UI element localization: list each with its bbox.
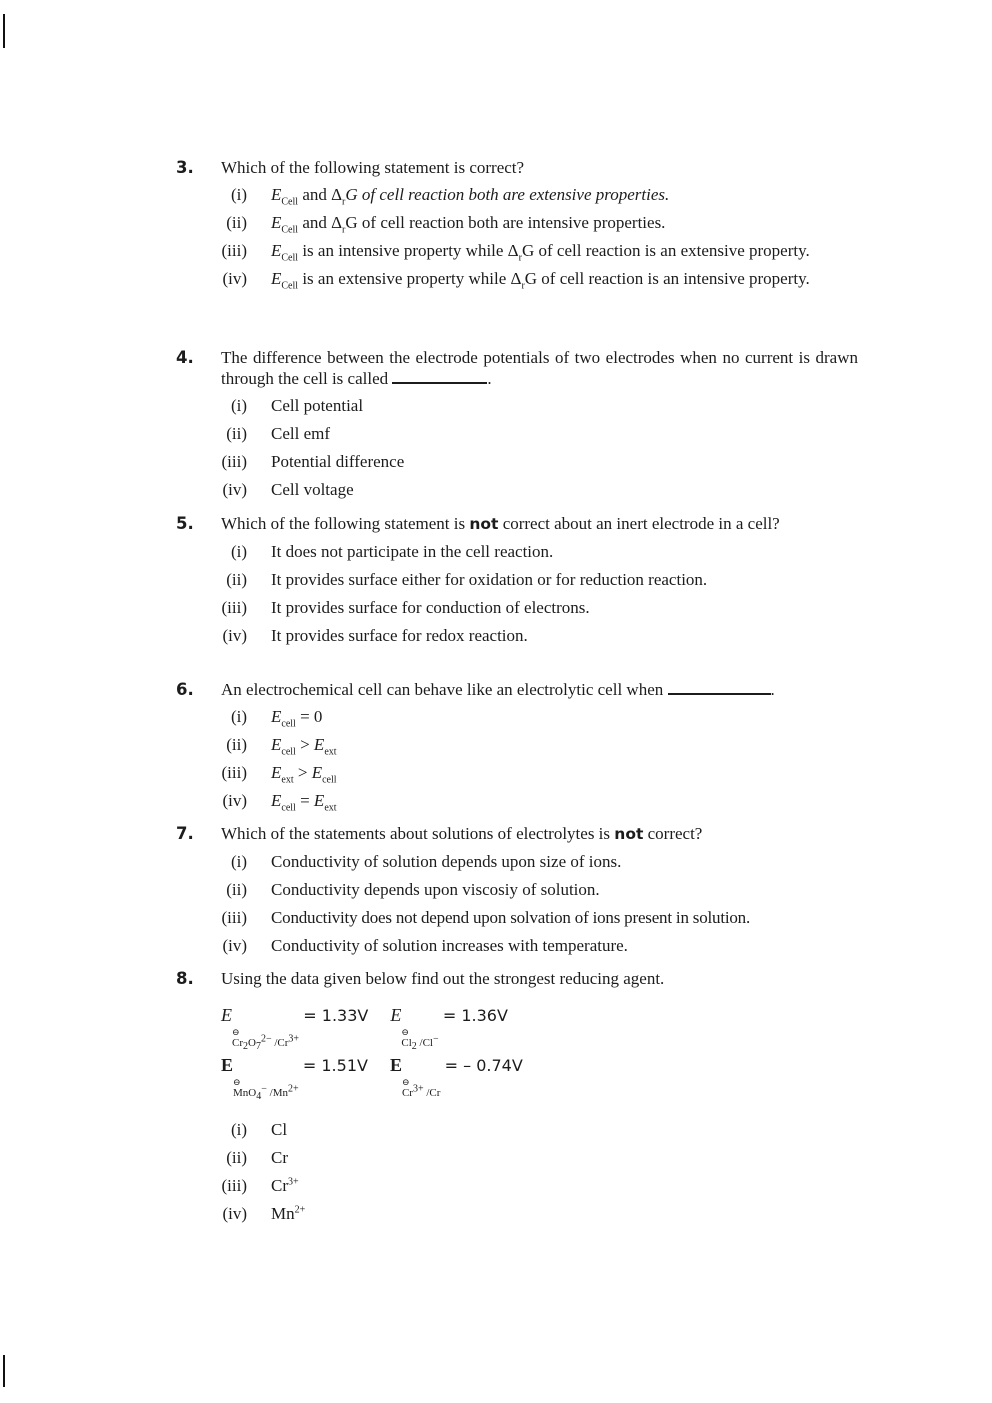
- option-label: (iii): [221, 452, 247, 471]
- equation-row: [221, 1005, 858, 1055]
- option-text: Cl: [271, 1120, 288, 1139]
- option-text: $E_{Cell}$ and $\Delta_rG$ of cell reaction both are intensive properties.: [271, 213, 666, 236]
- option-text: $E_{ext} > E_{cell}$: [271, 763, 337, 786]
- option-text: $E_{cell} = 0$: [271, 707, 323, 730]
- emphasis-not: not: [469, 515, 499, 533]
- option-text: Conductivity of solution increases with temperature.: [271, 936, 628, 955]
- option-iv[interactable]: [221, 1203, 858, 1224]
- question-text: An electrochemical cell can behave like an electrolytic cell when .: [221, 680, 775, 699]
- option-iii[interactable]: [221, 451, 858, 472]
- option-text: Conductivity of solution depends upon size of ions.: [271, 852, 622, 871]
- option-text: Conductivity depends upon viscosiy of solution.: [271, 880, 600, 899]
- option-text: Cell voltage: [271, 480, 354, 499]
- option-text: $E_{Cell}$ is an intensive property while $\Delta_rG$ of cell reaction is an extensive property.: [271, 241, 810, 264]
- option-iv[interactable]: [221, 935, 858, 956]
- options-list: [221, 1119, 858, 1224]
- option-ii[interactable]: [221, 212, 858, 236]
- option-iv[interactable]: [221, 479, 858, 500]
- option-text: It provides surface either for oxidation or for reduction reaction.: [271, 570, 708, 589]
- question-text: Which of the following statement is not correct about an inert electrode in a cell?: [221, 514, 780, 533]
- option-iii[interactable]: [221, 762, 858, 786]
- option-label: (i): [230, 396, 247, 415]
- option-ii[interactable]: [221, 423, 858, 444]
- option-label: (ii): [226, 213, 247, 232]
- equation-chromium: E ⊖ $Cr^{3+}$ /Cr = – 0.74V: [389, 1055, 523, 1099]
- option-i[interactable]: [221, 1119, 858, 1140]
- option-label: (iv): [222, 269, 247, 288]
- option-label: (iii): [221, 908, 247, 927]
- top-crop-mark: [3, 14, 5, 48]
- equation-chlorine: E ⊖ $Cl_2$ /Cl− = 1.36V: [390, 1005, 508, 1053]
- option-text: $Mn^{2+}$: [271, 1204, 306, 1223]
- options-list: [221, 184, 858, 292]
- option-label: (iii): [221, 763, 247, 782]
- option-text: $E_{cell} > E_{ext}$: [271, 735, 337, 758]
- question-4: [176, 347, 858, 513]
- option-text: $E_{Cell}$ and $\Delta_rG$ of cell reaction both are extensive properties.: [271, 185, 670, 208]
- option-i[interactable]: [221, 706, 858, 730]
- question-number: 8.: [176, 969, 194, 988]
- question-text: Which of the statements about solutions of electrolytes is not correct?: [221, 824, 703, 843]
- option-label: (ii): [226, 880, 247, 899]
- equation-row: [221, 1055, 858, 1105]
- option-label: (ii): [226, 1148, 247, 1167]
- option-ii[interactable]: [221, 1147, 858, 1168]
- electrode-potential-data: [221, 1005, 858, 1105]
- question-text: Which of the following statement is correct?: [221, 158, 525, 177]
- option-iii[interactable]: [221, 907, 858, 928]
- option-label: (iii): [221, 1176, 247, 1195]
- option-iv[interactable]: [221, 790, 858, 814]
- option-text: It provides surface for conduction of electrons.: [271, 598, 590, 617]
- option-text: $Cr^{3+}$: [271, 1176, 299, 1195]
- option-text: Cr: [271, 1148, 288, 1167]
- option-text: Conductivity does not depend upon solvation of ions present in solution.: [271, 908, 751, 927]
- option-i[interactable]: [221, 851, 858, 872]
- option-label: (i): [230, 707, 247, 726]
- option-label: (i): [230, 1120, 247, 1139]
- option-text: Cell potential: [271, 396, 364, 415]
- option-label: (i): [230, 542, 247, 561]
- option-iii[interactable]: [221, 597, 858, 618]
- option-label: (iii): [221, 241, 247, 260]
- emphasis-not: not: [614, 825, 644, 843]
- answer-blank[interactable]: [668, 679, 771, 695]
- option-ii[interactable]: [221, 879, 858, 900]
- options-list: [221, 541, 858, 646]
- option-i[interactable]: [221, 184, 858, 208]
- question-3: [176, 157, 858, 347]
- question-number: 6.: [176, 680, 194, 699]
- option-label: (ii): [226, 424, 247, 443]
- question-text: Using the data given below find out the strongest reducing agent.: [221, 969, 665, 988]
- option-label: (iv): [222, 626, 247, 645]
- question-list: [176, 157, 858, 1231]
- question-text: The difference between the electrode potentials of two electrodes when no current is drawn through the cell is called .: [221, 348, 858, 388]
- option-label: (iv): [222, 936, 247, 955]
- option-text: It does not participate in the cell reaction.: [271, 542, 554, 561]
- question-8: [176, 968, 858, 1224]
- question-number: 4.: [176, 348, 194, 367]
- question-5: [176, 513, 858, 679]
- answer-blank[interactable]: [392, 368, 487, 384]
- option-text: $E_{Cell}$ is an extensive property while $\Delta_rG$ of cell reaction is an intensive property.: [271, 269, 810, 292]
- option-label: (iii): [221, 598, 247, 617]
- option-label: (iv): [222, 1204, 247, 1223]
- option-i[interactable]: [221, 395, 858, 416]
- option-label: (ii): [226, 735, 247, 754]
- option-iv[interactable]: [221, 268, 858, 292]
- option-ii[interactable]: [221, 569, 858, 590]
- option-label: (i): [230, 185, 247, 204]
- bottom-crop-mark: [3, 1355, 5, 1387]
- equation-permanganate: E ⊖ MnO$_4$− $/Mn^{2+}$ = 1.51V: [221, 1055, 368, 1103]
- option-i[interactable]: [221, 541, 858, 562]
- option-label: (iv): [222, 791, 247, 810]
- option-label: (iv): [222, 480, 247, 499]
- options-list: [221, 851, 858, 956]
- option-text: Potential difference: [271, 452, 405, 471]
- option-text: $E_{cell} = E_{ext}$: [271, 791, 337, 814]
- option-text: Cell emf: [271, 424, 331, 443]
- option-label: (i): [230, 852, 247, 871]
- question-6: [176, 679, 858, 823]
- question-7: [176, 823, 858, 968]
- options-list: [221, 706, 858, 814]
- option-iii[interactable]: [221, 240, 858, 264]
- option-ii[interactable]: [221, 734, 858, 758]
- option-iv[interactable]: [221, 625, 858, 646]
- option-text: It provides surface for redox reaction.: [271, 626, 528, 645]
- question-number: 5.: [176, 514, 194, 533]
- question-number: 3.: [176, 158, 194, 177]
- question-number: 7.: [176, 824, 194, 843]
- option-label: (ii): [226, 570, 247, 589]
- option-iii[interactable]: [221, 1175, 858, 1196]
- options-list: [221, 395, 858, 500]
- equation-dichromate: E ⊖ $Cr_2O_7^{2-}$ $/Cr^{3+}$ = 1.33V: [221, 1005, 369, 1053]
